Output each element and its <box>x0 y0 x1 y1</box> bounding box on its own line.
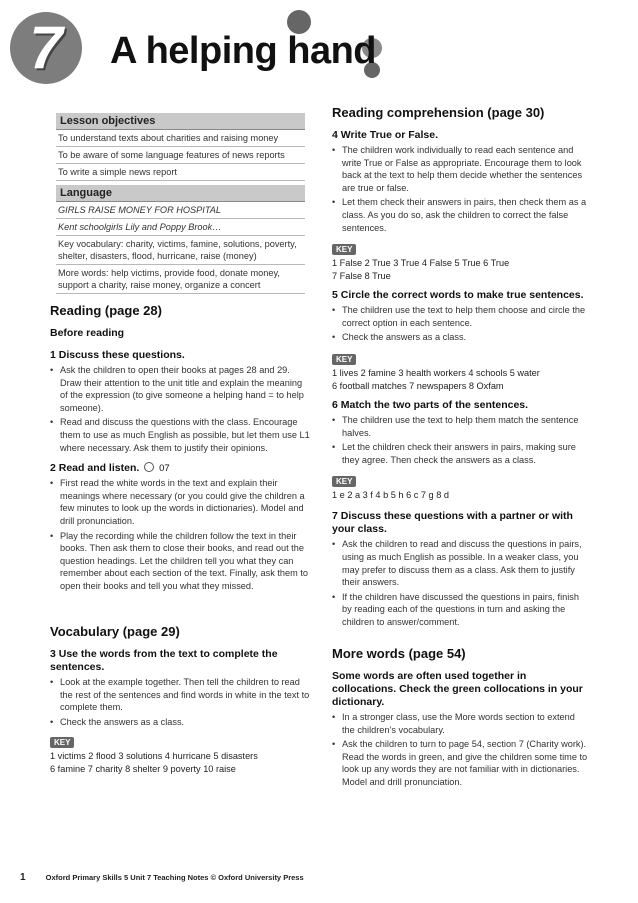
answer-key: 6 famine 7 charity 8 shelter 9 poverty 10 raise <box>50 764 236 775</box>
language-item: More words: help victims, provide food, donate money, support a charity, raise money, organize a concert <box>56 265 305 294</box>
bullet-item: • Look at the example together. Then tell the children to read the rest of the sentences and find words in white in the text to complete them. <box>50 676 312 714</box>
page-title: A helping hand <box>110 30 377 72</box>
objective-item: To be aware of some language features of news reports <box>56 147 305 164</box>
bullet-item: • Let them check their answers in pairs, then check them as a class. As you do so, ask the children to correct the false sentences. <box>332 196 590 234</box>
key-label: KEY <box>332 354 356 365</box>
question-5: 5 Circle the correct words to make true sentences. <box>332 289 584 302</box>
language-heading: Language <box>56 185 305 202</box>
key-label: KEY <box>332 244 356 255</box>
answer-key: 1 lives 2 famine 3 health workers 4 schools 5 water <box>332 367 540 378</box>
bullet-item: • Ask the children to open their books at pages 28 and 29. Draw their attention to the unit title and explain the meaning of the expression (to give someone a helping hand = to help someone). <box>50 364 312 414</box>
bullet-item: • If the children have discussed the questions in pairs, finish by reading each of the questions in turn and asking the children to answer/comment. <box>332 591 590 629</box>
bullet-item: • In a stronger class, use the More words section to extend the children’s vocabulary. <box>332 711 590 736</box>
language-item: Kent schoolgirls Lily and Poppy Brook… <box>56 219 305 236</box>
page-footer <box>20 872 304 883</box>
vocabulary-title: Vocabulary (page 29) <box>50 624 180 639</box>
more-words-bullets <box>332 711 590 789</box>
q6-bullets <box>332 414 590 466</box>
question-6: 6 Match the two parts of the sentences. <box>332 398 529 411</box>
question-4: 4 Write True or False. <box>332 129 439 141</box>
bullet-item: • Ask the children to read and discuss the questions in pairs, using as much English as possible. In a weaker class, you may prefer to discuss them as a class. Ask them to justify their answers. <box>332 538 590 588</box>
key-label: KEY <box>332 476 356 487</box>
footer-text: Oxford Primary Skills 5 Unit 7 Teaching Notes © Oxford University Press <box>45 873 304 882</box>
q7-bullets <box>332 538 590 628</box>
bullet-item: • Let the children check their answers in pairs, making sure they agree. Then check the answers as a class. <box>332 441 590 466</box>
bullet-item: • Check the answers as a class. <box>332 331 590 344</box>
before-reading: Before reading <box>50 327 125 339</box>
bullet-item: • The children use the text to help them choose and circle the correct option in each sentence. <box>332 304 590 329</box>
question-2-text: 2 Read and listen. <box>50 462 140 475</box>
bullet-item: • First read the white words in the text and explain their meanings where necessary (or you could give the children a few minutes to look up the words in dictionaries). Model and drill pronunciation. <box>50 477 312 527</box>
more-words-intro: Some words are often used together in collocations. Check the green collocations in your dictionary. <box>332 670 583 708</box>
bullet-item: • The children work individually to read each sentence and write True or False as appropriate. Encourage them to look back at the text to help them decide whether the sentences are true or false. <box>332 144 590 194</box>
q4-bullets <box>332 144 590 234</box>
answer-key: 6 football matches 7 newspapers 8 Oxfam <box>332 380 504 391</box>
bullet-item: • Ask the children to turn to page 54, section 7 (Charity work). Read the words in green, and give the children some time to look up any words they are not familiar with in dictionaries. Model and drill pronunciation. <box>332 738 590 788</box>
page-number: 1 <box>20 872 26 883</box>
objectives-box <box>56 113 305 181</box>
reading-section <box>50 303 312 593</box>
more-words-title: More words (page 54) <box>332 646 466 661</box>
reading-title: Reading (page 28) <box>50 303 162 318</box>
objective-item: To write a simple news report <box>56 164 305 181</box>
unit-badge <box>6 12 88 84</box>
comprehension-title: Reading comprehension (page 30) <box>332 105 545 120</box>
q1-bullets <box>50 364 312 454</box>
audio-cd-icon <box>144 462 154 472</box>
key-label: KEY <box>50 737 74 748</box>
vocabulary-section <box>50 624 312 776</box>
q5-bullets <box>332 304 590 344</box>
comprehension-section <box>332 105 590 628</box>
bullet-item: • Play the recording while the children follow the text in their books. Then ask them to close their books, and read out the question headings. Let the children tell you what they can remember about each section of the text. Finally, ask them to open their books and tell you what they missed. <box>50 530 312 593</box>
objectives-heading: Lesson objectives <box>56 113 305 130</box>
bullet-item: • The children use the text to help them match the sentence halves. <box>332 414 590 439</box>
bullet-item: • Read and discuss the questions with the class. Encourage them to use as much English as possible, but let them use L1 where necessary. Ask them to justify their opinions. <box>50 416 312 454</box>
language-item: Key vocabulary: charity, victims, famine, solutions, poverty, shelter, disasters, flood, hurricane, raise (money) <box>56 236 305 265</box>
q3-bullets <box>50 676 312 728</box>
q2-bullets <box>50 477 312 592</box>
bullet-item: • Check the answers as a class. <box>50 716 312 729</box>
language-item: GIRLS RAISE MONEY FOR HOSPITAL <box>56 202 305 219</box>
question-7: 7 Discuss these questions with a partner or with your class. <box>332 510 573 536</box>
question-2 <box>50 462 312 475</box>
language-box <box>56 185 305 294</box>
more-words-section <box>332 646 590 789</box>
track-number: 07 <box>159 463 170 475</box>
objective-item: To understand texts about charities and raising money <box>56 130 305 147</box>
answer-key: 7 False 8 True <box>332 271 391 282</box>
answer-key: 1 e 2 a 3 f 4 b 5 h 6 c 7 g 8 d <box>332 490 449 501</box>
unit-number: 7 <box>29 14 63 81</box>
question-3: 3 Use the words from the text to complete the sentences. <box>50 648 278 673</box>
question-1: 1 Discuss these questions. <box>50 349 185 361</box>
answer-key: 1 victims 2 flood 3 solutions 4 hurricane 5 disasters <box>50 751 258 762</box>
answer-key: 1 False 2 True 3 True 4 False 5 True 6 True <box>332 258 510 269</box>
